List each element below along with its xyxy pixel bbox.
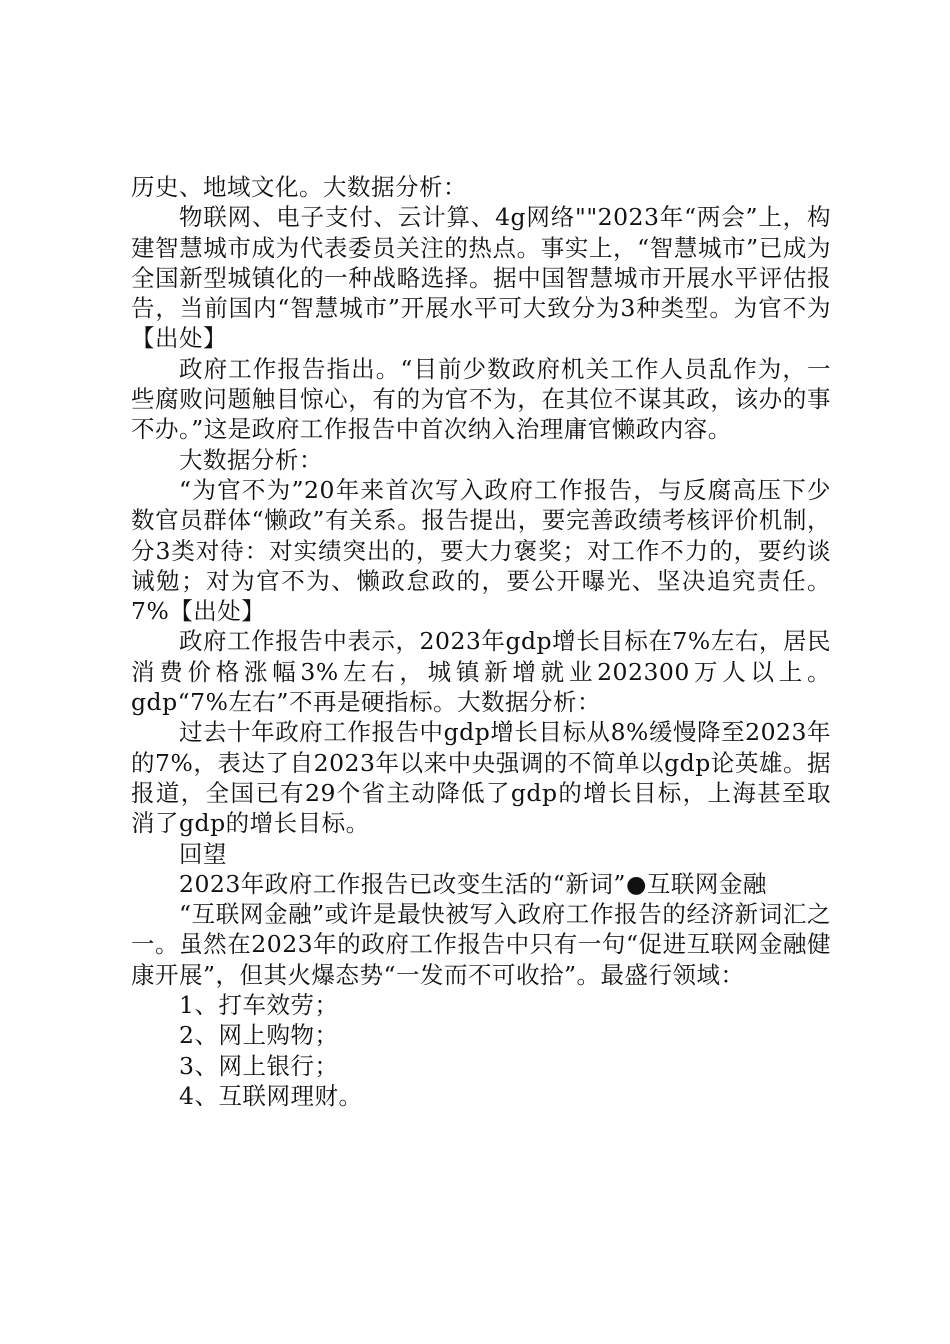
- paragraph: 政府工作报告中表示，2023年gdp增长目标在7%左右，居民消费价格涨幅3%左右，城镇新增就业202300万人以上。gdp“7%左右”不再是硬指标。大数据分析：: [131, 627, 831, 717]
- paragraph: “为官不为”20年来首次写入政府工作报告，与反腐高压下少数官员群体“懒政”有关系。报告提出，要完善政绩考核评价机制，分3类对待：对实绩突出的，要大力褒奖；对工作不力的，要约谈诫勉；对为官不为、懒政怠政的，要公开曝光、坚决追究责任。7%【出处】: [131, 475, 831, 626]
- list-item: 2、网上购物；: [179, 1021, 339, 1050]
- paragraph: 过去十年政府工作报告中gdp增长目标从8%缓慢降至2023年的7%，表达了自2023年以来中央强调的不简单以gdp论英雄。据报道，全国已有29个省主动降低了gdp的增长目标，上海甚至取消了gdp的增长目标。: [131, 718, 831, 838]
- list-item: 3、网上银行；: [179, 1051, 339, 1080]
- list-item: 4、互联网理财。: [179, 1081, 363, 1110]
- document-body: [131, 172, 831, 1111]
- paragraph: 历史、地域文化。大数据分析：: [131, 173, 467, 201]
- list-item: 1、打车效劳；: [179, 991, 339, 1020]
- paragraph: 2023年政府工作报告已改变生活的“新词”●互联网金融: [179, 869, 767, 898]
- paragraph: “互联网金融”或许是最快被写入政府工作报告的经济新词汇之一。虽然在2023年的政府工作报告中只有一句“促进互联网金融健康开展”，但其火爆态势“一发而不可收拾”。最盛行领域：: [131, 900, 831, 989]
- section-heading: 大数据分析：: [179, 445, 323, 474]
- section-heading: 回望: [179, 839, 227, 868]
- paragraph: 政府工作报告指出。“目前少数政府机关工作人员乱作为，一些腐败问题触目惊心，有的为官不为，在其位不谋其政，该办的事不办。”这是政府工作报告中首次纳入治理庸官懒政内容。: [131, 354, 831, 444]
- paragraph: 物联网、电子支付、云计算、4g网络""2023年“两会”上，构建智慧城市成为代表委员关注的热点。事实上，“智慧城市”已成为全国新型城镇化的一种战略选择。据中国智慧城市开展水平评估报告，当前国内“智慧城市”开展水平可大致分为3种类型。为官不为【出处】: [131, 203, 831, 353]
